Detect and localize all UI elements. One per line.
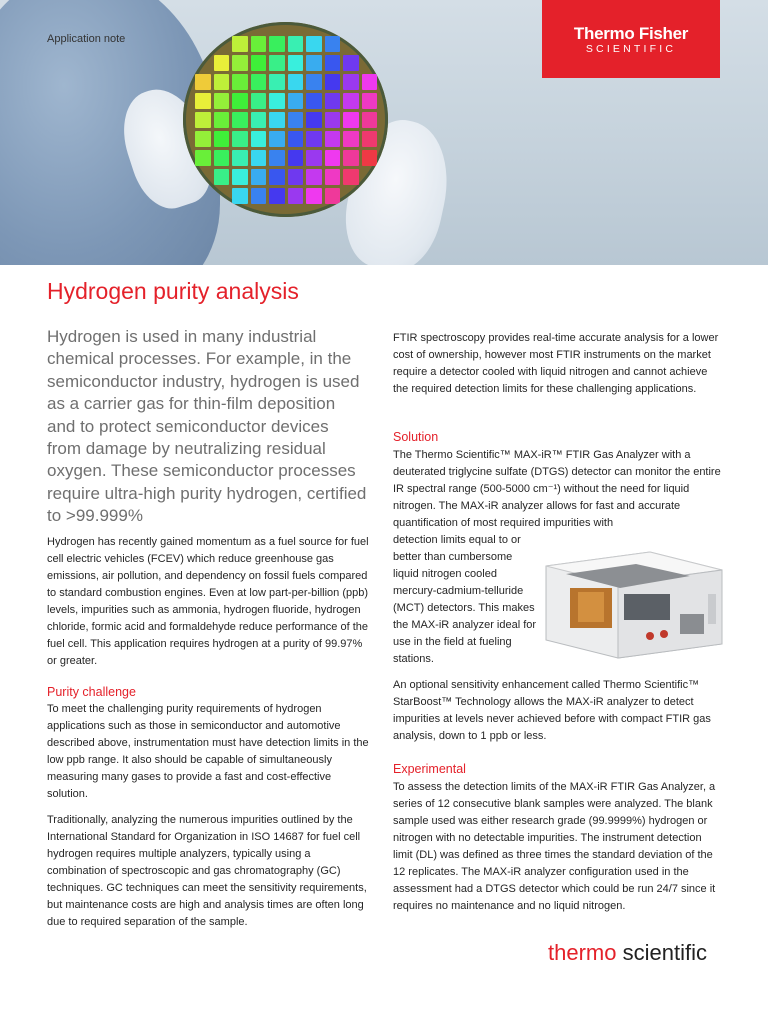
wafer-die bbox=[362, 55, 378, 71]
wafer-die bbox=[269, 112, 285, 128]
intro-paragraph: Hydrogen has recently gained momentum as a fuel source for fuel cell electric vehicles (FCEV) which reduce greenhouse gas emissions, air pollution, and dependency on fossil fuels compared to standard combustion engines. Even at low part-per-billion (ppb) levels, impurities such as ammonia, hydrogen fluoride, hydrogen chloride, formic acid and formaldehyde reduce performance of the fuel cell. This application requires hydrogen at a purity of 99.97% or greater. bbox=[47, 536, 369, 667]
wafer-die bbox=[306, 74, 322, 90]
wafer-die bbox=[306, 188, 322, 204]
wafer-die bbox=[343, 55, 359, 71]
wafer-die bbox=[232, 74, 248, 90]
lead-paragraph: Hydrogen is used in many industrial chemical processes. For example, in the semiconductor industry, hydrogen is used as a carrier gas for thin-film deposition and to protect semiconductor devices from damage by neutralizing residual oxygen. These semiconductor processes require ultra-high purity hydrogen, certified to >99.999% bbox=[47, 327, 367, 526]
wafer-die bbox=[251, 93, 267, 109]
wafer-die bbox=[343, 188, 359, 204]
footer-brand-logo bbox=[548, 940, 707, 966]
experimental-paragraph: To assess the detection limits of the MAX-iR FTIR Gas Analyzer, a series of 12 consecutive blank samples were analyzed. The blank sample used was either research grade (99.9999%) hydrogen or nitrogen with no detectable impurities. The instrument detection limit (DL) was defined as three times the standard deviation of the 12 replicates. The MAX-iR analyzer configuration used in the assessment had a DTGS detector which could be run 24/7 since it requires no maintenance and no liquid nitrogen. bbox=[393, 781, 716, 912]
wafer-die bbox=[325, 55, 341, 71]
purity-paragraph: To meet the challenging purity requirements of hydrogen applications such as those in semiconductor and automotive described above, instrumentation must have detection limits in the low ppb range. It also should be capable of simultaneously measuring many gases to provide a fast and cost-effective solution. bbox=[47, 703, 369, 800]
wafer-die bbox=[232, 55, 248, 71]
wafer-die bbox=[288, 93, 304, 109]
wafer-die bbox=[232, 112, 248, 128]
wafer-die bbox=[288, 150, 304, 166]
wafer-die bbox=[269, 131, 285, 147]
wafer-die bbox=[306, 131, 322, 147]
page-title: Hydrogen purity analysis bbox=[47, 278, 299, 304]
wafer-die bbox=[288, 188, 304, 204]
document-type-label: Application note bbox=[47, 33, 126, 45]
wafer-die bbox=[362, 150, 378, 166]
wafer-die bbox=[269, 74, 285, 90]
heading-purity-challenge: Purity challenge bbox=[47, 685, 136, 699]
wafer-die bbox=[195, 112, 211, 128]
wafer-die bbox=[288, 169, 304, 185]
wafer-die bbox=[343, 150, 359, 166]
wafer-die bbox=[269, 55, 285, 71]
wafer-die bbox=[362, 93, 378, 109]
footer-brand-scientific: scientific bbox=[616, 940, 707, 965]
wafer-die bbox=[269, 169, 285, 185]
wafer-die bbox=[362, 36, 378, 52]
wafer-die bbox=[195, 188, 211, 204]
heading-solution: Solution bbox=[393, 430, 439, 444]
wafer-die bbox=[306, 112, 322, 128]
wafer-die bbox=[214, 93, 230, 109]
wafer-die bbox=[251, 188, 267, 204]
wafer-die bbox=[232, 131, 248, 147]
wafer-die bbox=[251, 55, 267, 71]
wafer-die bbox=[306, 55, 322, 71]
wafer-die bbox=[288, 36, 304, 52]
brand-logo bbox=[542, 0, 720, 78]
wafer-die bbox=[343, 112, 359, 128]
wafer-die bbox=[232, 36, 248, 52]
wafer-die bbox=[232, 188, 248, 204]
wafer-die bbox=[214, 55, 230, 71]
wafer-die bbox=[362, 74, 378, 90]
wafer-die bbox=[195, 74, 211, 90]
wafer-die bbox=[269, 36, 285, 52]
wafer-die bbox=[362, 131, 378, 147]
footer-brand-thermo: thermo bbox=[548, 940, 617, 965]
wafer-die bbox=[288, 55, 304, 71]
traditional-paragraph: Traditionally, analyzing the numerous impurities outlined by the International Standard for Organization in ISO 14687 for fuel cell hydrogen requires multiple analyzers, typically using a combination of spectroscopic and gas chromatography (GC) techniques. GC techniques can meet the sensitivity requirements, but maintenance costs are high and analysis times are often long due to required separation of the sample. bbox=[47, 814, 367, 928]
wafer-die bbox=[343, 36, 359, 52]
wafer-die bbox=[251, 112, 267, 128]
heading-experimental: Experimental bbox=[393, 762, 466, 776]
wafer-die bbox=[232, 169, 248, 185]
brand-logo-line2: SCIENTIFIC bbox=[585, 43, 677, 55]
wafer-die bbox=[343, 74, 359, 90]
wafer-die bbox=[214, 131, 230, 147]
wafer-die bbox=[232, 150, 248, 166]
wafer-die bbox=[251, 169, 267, 185]
wafer-die bbox=[214, 36, 230, 52]
solution-paragraph: The Thermo Scientific™ MAX-iR™ FTIR Gas Analyzer with a deuterated triglycine sulfate (DTGS) detector can monitor the entire IR spectral range (500-5000 cm⁻¹) without the need for liquid nitrogen. The MAX-iR analyzer allows for fast and accurate quantification of most required impurities with bbox=[393, 449, 721, 529]
wafer-die bbox=[306, 150, 322, 166]
wafer-die bbox=[288, 131, 304, 147]
starboost-paragraph: An optional sensitivity enhancement called Thermo Scientific™ StarBoost™ Technology allows the MAX-iR analyzer to detect impurities at levels never achieved before with compact FTIR gas analysis, down to 1 ppb or less. bbox=[393, 679, 711, 742]
wafer-die bbox=[195, 169, 211, 185]
wafer-die bbox=[325, 112, 341, 128]
wafer-die bbox=[325, 74, 341, 90]
wafer-die bbox=[195, 36, 211, 52]
wafer-die bbox=[214, 169, 230, 185]
wafer-die bbox=[306, 93, 322, 109]
wafer-die bbox=[269, 150, 285, 166]
wafer-die bbox=[325, 131, 341, 147]
wafer-die bbox=[251, 131, 267, 147]
wafer-die bbox=[269, 93, 285, 109]
max-ir-analyzer-image bbox=[540, 544, 728, 660]
silicon-wafer bbox=[183, 22, 388, 217]
brand-logo-line1: Thermo Fisher bbox=[573, 24, 689, 43]
wafer-dies bbox=[195, 36, 377, 204]
wafer-die bbox=[214, 150, 230, 166]
wafer-die bbox=[195, 131, 211, 147]
wafer-die bbox=[214, 112, 230, 128]
wafer-die bbox=[269, 188, 285, 204]
wafer-die bbox=[288, 112, 304, 128]
ftir-paragraph: FTIR spectroscopy provides real-time accurate analysis for a lower cost of ownership, however most FTIR instruments on the market require a detector cooled with liquid nitrogen and cannot achieve the required detection limits for these challenging applications. bbox=[393, 332, 719, 395]
wafer-die bbox=[195, 150, 211, 166]
solution-paragraph-continued: detection limits equal to or better than cumbersome liquid nitrogen cooled mercury-cadmium-telluride (MCT) detectors. This makes the MAX-iR analyzer ideal for use in the field at fueling stations. bbox=[393, 534, 537, 665]
wafer-die bbox=[362, 188, 378, 204]
wafer-die bbox=[195, 55, 211, 71]
wafer-die bbox=[362, 112, 378, 128]
wafer-die bbox=[325, 188, 341, 204]
wafer-die bbox=[325, 36, 341, 52]
wafer-die bbox=[214, 74, 230, 90]
wafer-die bbox=[232, 93, 248, 109]
wafer-die bbox=[251, 36, 267, 52]
wafer-die bbox=[325, 150, 341, 166]
wafer-die bbox=[325, 93, 341, 109]
wafer-die bbox=[306, 36, 322, 52]
wafer-die bbox=[325, 169, 341, 185]
wafer-die bbox=[251, 74, 267, 90]
wafer-die bbox=[251, 150, 267, 166]
wafer-die bbox=[195, 93, 211, 109]
wafer-die bbox=[288, 74, 304, 90]
wafer-die bbox=[343, 93, 359, 109]
wafer-die bbox=[362, 169, 378, 185]
wafer-die bbox=[343, 131, 359, 147]
wafer-die bbox=[306, 169, 322, 185]
wafer-die bbox=[214, 188, 230, 204]
wafer-die bbox=[343, 169, 359, 185]
